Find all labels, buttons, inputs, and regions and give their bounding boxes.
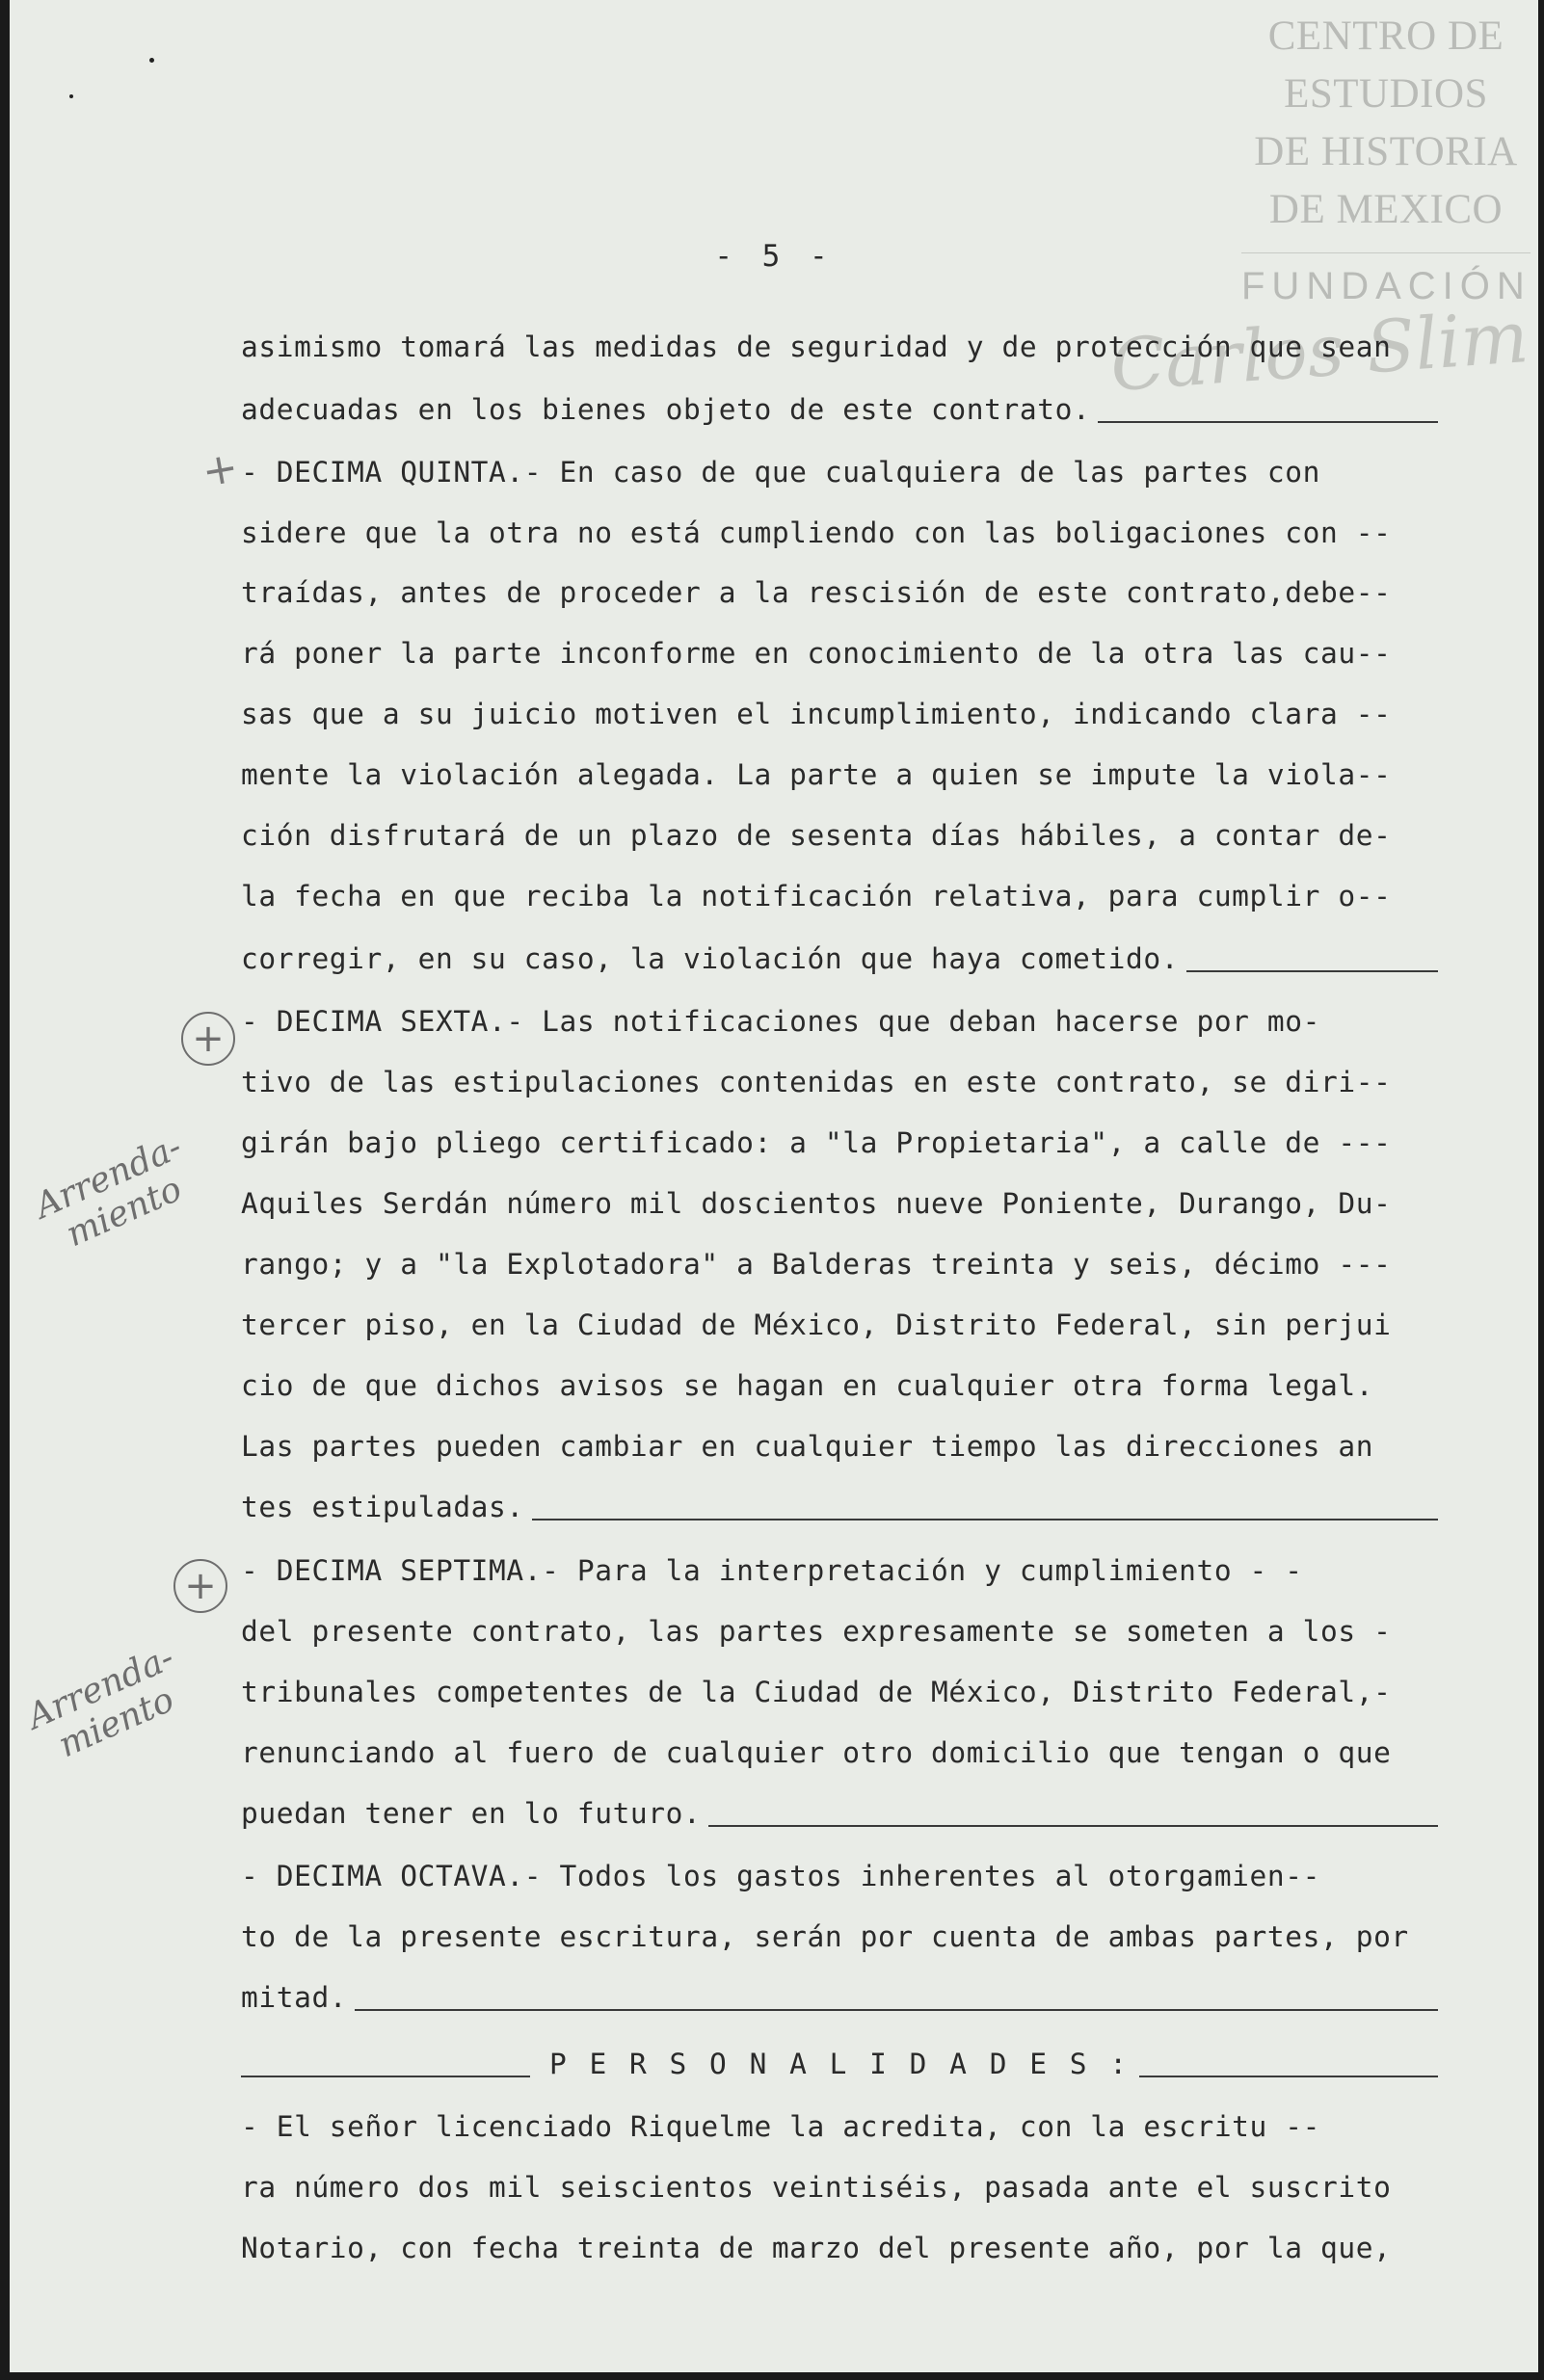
watermark-line: DE MEXICO — [1268, 187, 1504, 232]
text-line-content: rango; y a "la Explotadora" a Balderas treinta y seis, décimo --- — [241, 1248, 1392, 1281]
text-line-content: rá poner la parte inconforme en conocimiento de la otra las cau-- — [241, 637, 1392, 670]
margin-note-text: Arrenda- miento — [29, 1126, 188, 1256]
text-line-content: Aquiles Serdán número mil doscientos nueve Poniente, Durango, Du- — [241, 1187, 1392, 1220]
text-line — [241, 1245, 1438, 1283]
text-line — [241, 755, 1438, 794]
text-line-content: mente la violación alegada. La parte a quien se impute la viola-- — [241, 758, 1392, 791]
text-line-content: mitad. — [241, 1981, 348, 2014]
text-line — [241, 1124, 1438, 1162]
text-line-content: traídas, antes de proceder a la rescisión de este contrato,debe-- — [241, 576, 1392, 609]
text-line — [241, 1978, 1438, 2017]
text-line — [241, 695, 1438, 733]
text-line-content: cio de que dichos avisos se hagan en cualquier otra forma legal. — [241, 1369, 1374, 1402]
text-line-content: - DECIMA OCTAVA.- Todos los gastos inherentes al otorgamien-- — [241, 1860, 1320, 1892]
ink-speck — [149, 58, 154, 63]
text-line-content: Notario, con fecha treinta de marzo del presente año, por la que, — [241, 2232, 1392, 2264]
text-line — [241, 573, 1438, 612]
text-line-content: corregir, en su caso, la violación que haya cometido. — [241, 942, 1180, 975]
watermark-line: CENTRO DE — [1267, 13, 1504, 59]
text-line-content: ra número dos mil seiscientos veintiséis, pasada ante el suscrito — [241, 2171, 1392, 2204]
text-line-content: Las partes pueden cambiar en cualquier tiempo las direcciones an — [241, 1430, 1374, 1463]
text-line-content: to de la presente escritura, serán por cuenta de ambas partes, por — [241, 1920, 1409, 1953]
text-line-content: sidere que la otra no está cumpliendo con las boligaciones con -- — [241, 516, 1392, 549]
text-line-content: P E R S O N A L I D A D E S : — [548, 2048, 1131, 2080]
text-line — [241, 1794, 1438, 1833]
page-number: - 5 - — [714, 239, 834, 274]
text-line — [241, 1366, 1438, 1405]
text-line-content: puedan tener en lo futuro. — [241, 1797, 702, 1830]
text-line — [241, 2168, 1438, 2207]
text-line — [241, 1917, 1438, 1956]
text-line — [241, 2229, 1438, 2267]
text-line — [241, 328, 1438, 366]
text-line — [241, 1184, 1438, 1223]
text-line — [241, 2107, 1438, 2146]
text-line — [241, 634, 1438, 673]
margin-note-arrendamiento — [22, 1639, 196, 1773]
text-line — [241, 1488, 1438, 1526]
text-line-content: renunciando al fuero de cualquier otro domicilio que tengan o que — [241, 1736, 1392, 1769]
underline-filler — [241, 2076, 530, 2077]
text-line — [241, 1002, 1438, 1041]
text-line — [241, 1673, 1438, 1711]
text-line-content: la fecha en que reciba la notificación relativa, para cumplir o-- — [241, 880, 1392, 912]
margin-circled-cross-mark: + — [181, 1012, 235, 1066]
underline-filler — [1139, 2076, 1438, 2077]
text-line-content: adecuadas en los bienes objeto de este contrato. — [241, 393, 1091, 426]
margin-note-text: Arrenda- miento — [21, 1637, 180, 1766]
text-line-content: - El señor licenciado Riquelme la acredita, con la escritu -- — [241, 2110, 1320, 2143]
text-line-content: - DECIMA SEXTA.- Las notificaciones que deban hacerse por mo- — [241, 1005, 1320, 1038]
text-line-content: girán bajo pliego certificado: a "la Propietaria", a calle de --- — [241, 1126, 1392, 1159]
text-line — [241, 1612, 1438, 1651]
text-line-content: asimismo tomará las medidas de seguridad y de protección que sean — [241, 331, 1392, 363]
text-line — [241, 1306, 1438, 1344]
watermark-foundation: FUNDACIÓN — [1241, 265, 1531, 307]
text-line-content: tivo de las estipulaciones contenidas en este contrato, se diri-- — [241, 1066, 1392, 1098]
text-line — [241, 1551, 1438, 1590]
underline-filler — [532, 1519, 1438, 1521]
watermark-signature: Carlos Slim — [1107, 295, 1531, 409]
text-line-content: tribunales competentes de la Ciudad de México, Distrito Federal,- — [241, 1676, 1392, 1708]
text-line — [241, 514, 1438, 552]
watermark-line: DE HISTORIA — [1254, 129, 1518, 174]
watermark-line: ESTUDIOS — [1284, 71, 1488, 117]
document-page — [10, 0, 1538, 2372]
text-line-content: - DECIMA QUINTA.- En caso de que cualquiera de las partes con — [241, 456, 1320, 489]
text-line — [241, 1733, 1438, 1772]
text-line — [241, 453, 1438, 491]
text-line-content: tes estipuladas. — [241, 1491, 524, 1523]
text-line-content: - DECIMA SEPTIMA.- Para la interpretación y cumplimiento - - — [241, 1554, 1303, 1587]
margin-cross-mark: + — [198, 442, 243, 497]
text-line — [241, 1857, 1438, 1895]
text-line — [241, 939, 1438, 978]
text-line-content: del presente contrato, las partes expresamente se someten a los - — [241, 1615, 1392, 1648]
underline-filler — [355, 2009, 1438, 2011]
margin-circled-cross-mark: + — [173, 1559, 227, 1613]
margin-note-arrendamiento — [30, 1128, 203, 1262]
section-heading — [241, 2045, 1438, 2083]
text-line — [241, 816, 1438, 855]
text-line — [241, 877, 1438, 915]
ink-speck — [69, 94, 73, 98]
text-line-content: tercer piso, en la Ciudad de México, Distrito Federal, sin perjui — [241, 1309, 1392, 1341]
underline-filler — [1186, 970, 1438, 972]
text-line — [241, 1427, 1438, 1466]
text-line — [241, 1063, 1438, 1101]
underline-filler — [708, 1825, 1438, 1827]
underline-filler — [1098, 421, 1438, 423]
text-line — [241, 390, 1438, 429]
text-line-content: sas que a su juicio motiven el incumplimiento, indicando clara -- — [241, 698, 1392, 730]
text-line-content: ción disfrutará de un plazo de sesenta días hábiles, a contar de- — [241, 819, 1392, 852]
